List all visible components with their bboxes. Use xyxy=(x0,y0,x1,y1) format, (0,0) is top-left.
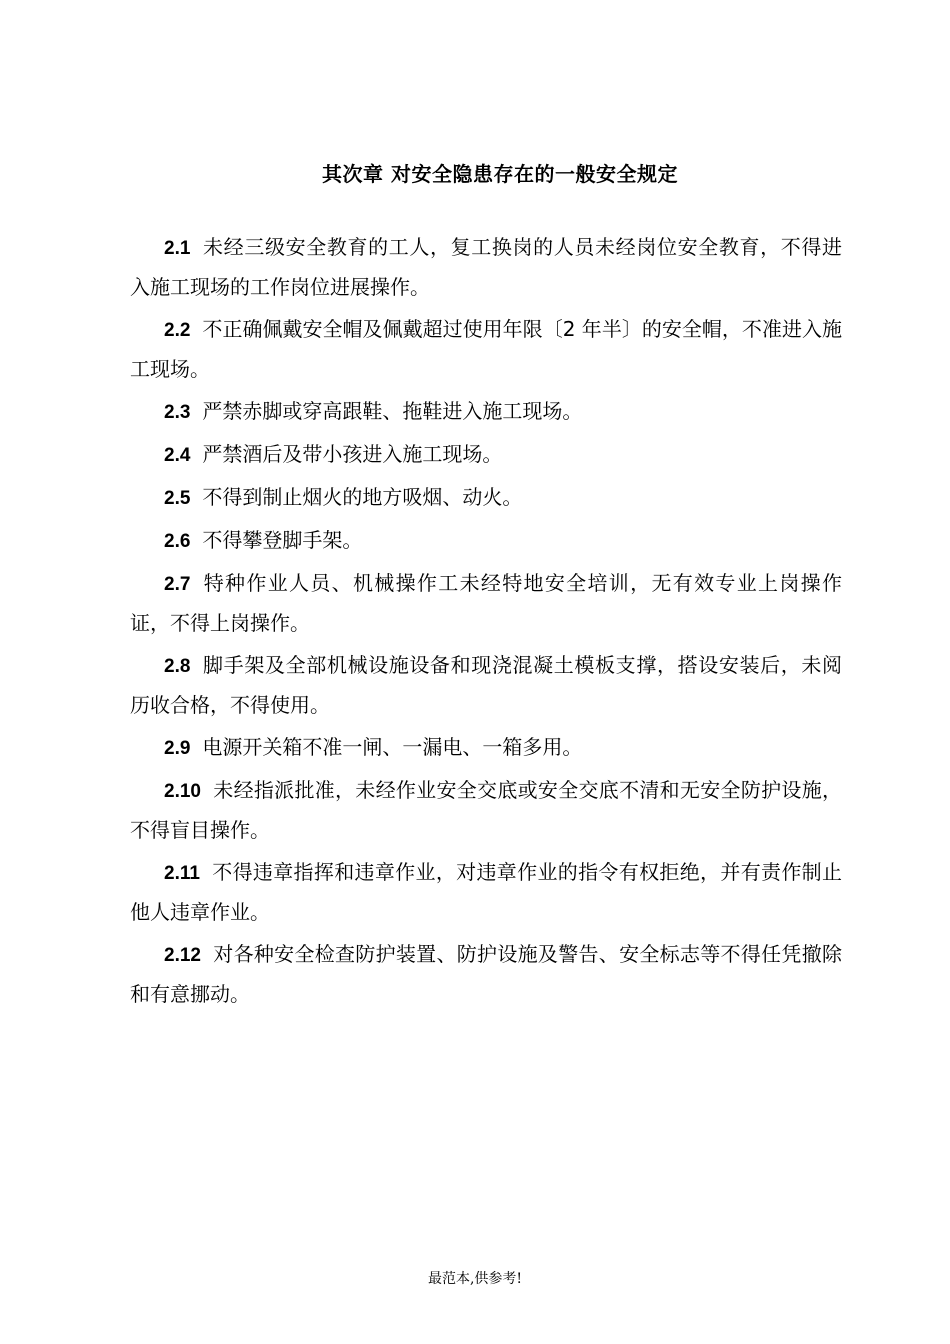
item-text: 特种作业人员、机械操作工未经特地安全培训，无有效专业上岗操作证，不得上岗操作。 xyxy=(130,571,842,635)
item-text: 不正确佩戴安全帽及佩戴超过使用年限〔2 年半〕的安全帽，不准进入施工现场。 xyxy=(130,317,842,381)
item-text: 未经指派批准，未经作业安全交底或安全交底不清和无安全防护设施，不得盲目操作。 xyxy=(130,778,842,842)
item-text: 不得到制止烟火的地方吸烟、动火。 xyxy=(202,485,523,509)
list-item xyxy=(130,853,842,932)
item-text: 未经三级安全教育的工人，复工换岗的人员未经岗位安全教育，不得进入施工现场的工作岗位进展操作。 xyxy=(130,235,842,299)
item-number: 2.4 xyxy=(164,445,191,466)
list-item xyxy=(130,228,842,307)
item-number: 2.9 xyxy=(164,738,191,759)
item-number: 2.7 xyxy=(164,574,191,595)
list-item xyxy=(130,435,842,475)
list-item xyxy=(130,521,842,561)
item-text: 严禁赤脚或穿高跟鞋、拖鞋进入施工现场。 xyxy=(202,399,583,423)
item-number: 2.5 xyxy=(164,488,191,509)
regulation-list xyxy=(130,228,842,1017)
item-number: 2.6 xyxy=(164,531,191,552)
list-item xyxy=(130,478,842,518)
list-item xyxy=(130,728,842,768)
list-item xyxy=(130,935,842,1014)
item-number: 2.11 xyxy=(164,863,200,884)
list-item xyxy=(130,564,842,643)
item-number: 2.1 xyxy=(164,238,191,259)
item-text: 对各种安全检查防护装置、防护设施及警告、安全标志等不得任凭撤除和有意挪动。 xyxy=(130,942,842,1006)
list-item xyxy=(130,310,842,389)
item-number: 2.3 xyxy=(164,402,191,423)
item-number: 2.8 xyxy=(164,656,191,677)
list-item xyxy=(130,771,842,850)
list-item xyxy=(130,392,842,432)
item-text: 不得违章指挥和违章作业，对违章作业的指令有权拒绝，并有责作制止他人违章作业。 xyxy=(130,860,842,924)
page-footer: 最范本,供参考! xyxy=(427,1271,523,1287)
item-text: 电源开关箱不准一闸、一漏电、一箱多用。 xyxy=(202,735,583,759)
item-number: 2.10 xyxy=(164,781,201,802)
chapter-title: 其次章 对安全隐患存在的一般安全规定 xyxy=(322,162,678,186)
item-text: 严禁酒后及带小孩进入施工现场。 xyxy=(202,442,503,466)
item-number: 2.12 xyxy=(164,945,201,966)
list-item xyxy=(130,646,842,725)
item-text: 不得攀登脚手架。 xyxy=(202,528,363,552)
item-text: 脚手架及全部机械设施设备和现浇混凝土模板支撑，搭设安装后，未阅历收合格，不得使用。 xyxy=(130,653,842,717)
item-number: 2.2 xyxy=(164,320,191,341)
